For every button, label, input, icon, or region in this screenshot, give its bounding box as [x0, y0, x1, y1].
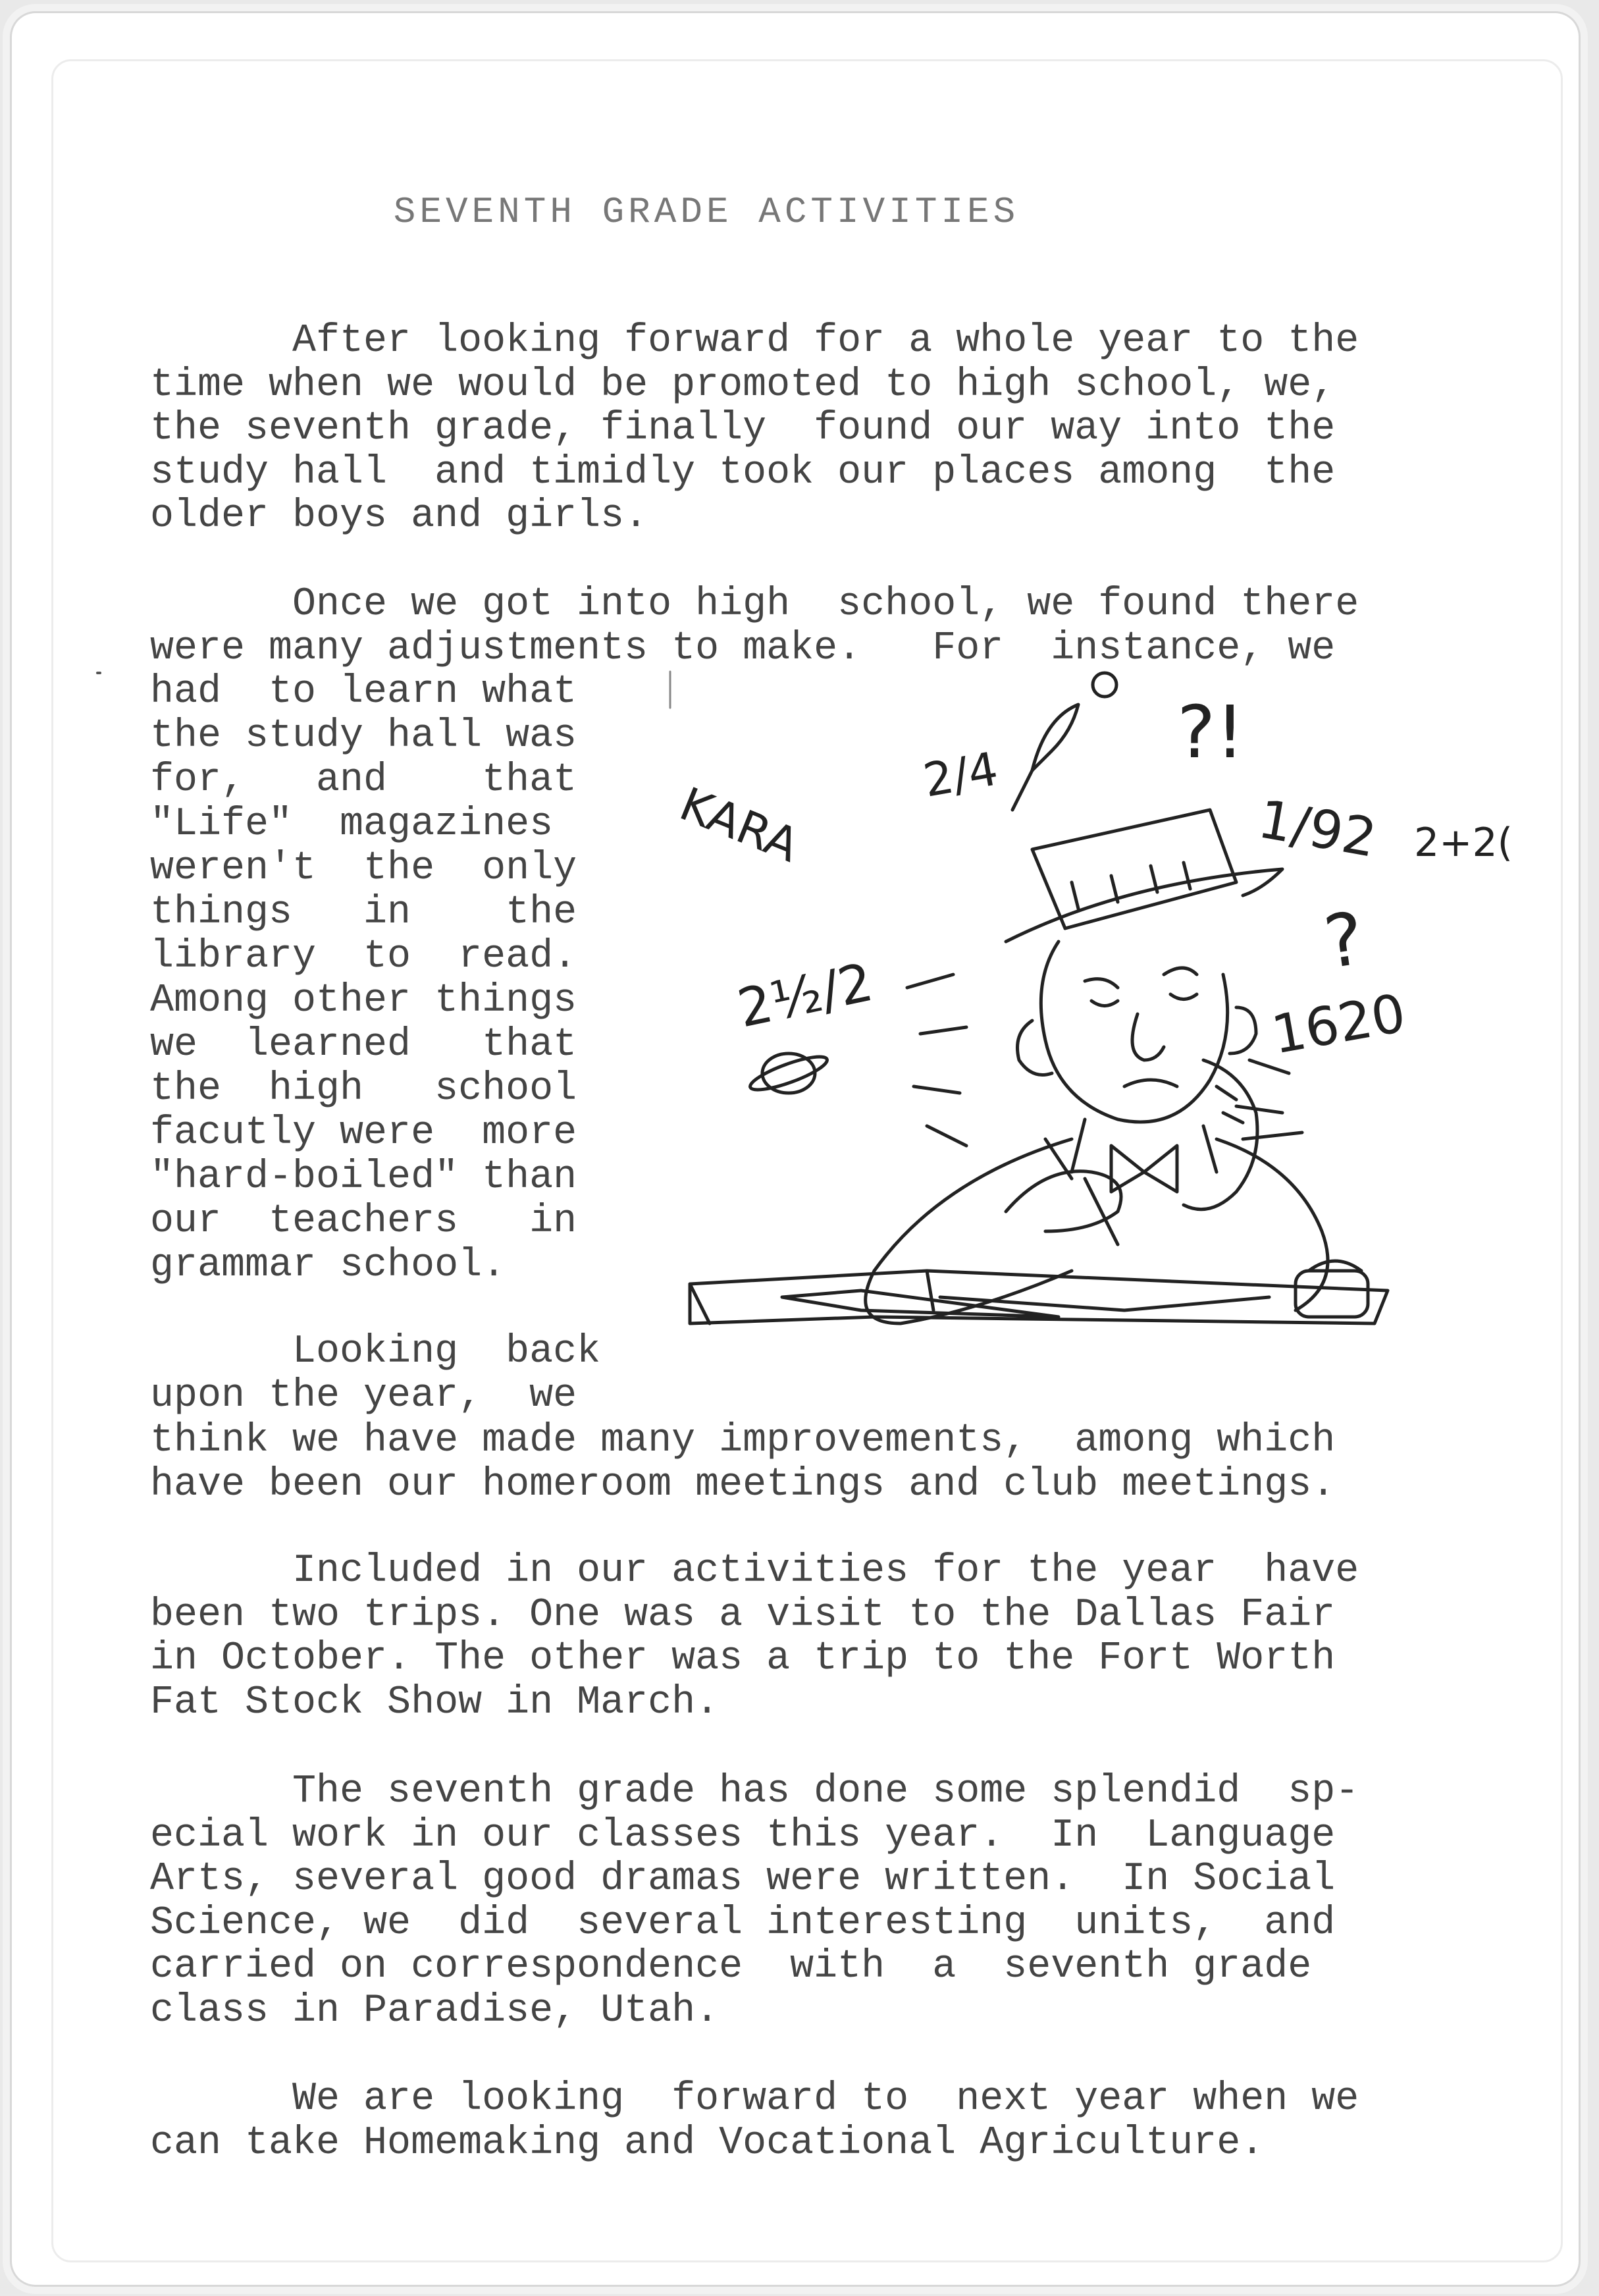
- document-page: [12, 13, 1579, 2285]
- paragraph-2-wrapped: [150, 670, 624, 1288]
- text-line: think we have made many improvements, among which: [150, 1418, 1336, 1463]
- paragraph-2: [150, 583, 1467, 670]
- text-line: for, and that: [150, 758, 577, 803]
- text-line: "hard-boiled" than: [150, 1155, 577, 1200]
- doodle-label: ?: [1319, 895, 1369, 985]
- text-line: have been our homeroom meetings and club meetings.: [150, 1462, 1336, 1507]
- text-line: upon the year, we: [150, 1374, 577, 1418]
- text-line: Looking back: [150, 1329, 601, 1374]
- text-line: class in Paradise, Utah.: [150, 1988, 720, 2033]
- doodle-label: 2½/2: [732, 951, 878, 1040]
- paragraph-3: [150, 1419, 1467, 1507]
- text-line: weren't the only: [150, 846, 577, 891]
- text-line: After looking forward for a whole year to the: [150, 319, 1359, 363]
- text-line: carried on correspondence with a seventh grade: [150, 1944, 1312, 1989]
- text-line: older boys and girls.: [150, 494, 648, 539]
- paragraph-3-wrapped: [150, 1330, 624, 1418]
- text-line: Once we got into high school, we found there: [150, 582, 1359, 627]
- text-line: in October. The other was a trip to the Fort Worth: [150, 1636, 1336, 1681]
- page-title: SEVENTH GRADE ACTIVITIES: [393, 191, 1020, 233]
- text-line: our teachers in: [150, 1199, 577, 1244]
- text-line: "Life" magazines: [150, 802, 554, 847]
- puzzled-student-drawing: [664, 665, 1539, 1356]
- text-line: Fat Stock Show in March.: [150, 1680, 720, 1725]
- text-line: study hall and timidly took our places among the: [150, 450, 1336, 495]
- text-line: The seventh grade has done some splendid sp-: [150, 1769, 1359, 1814]
- text-line: had to learn what: [150, 670, 577, 714]
- text-line: Arts, several good dramas were written. In Social: [150, 1857, 1336, 1902]
- text-line: the high school: [150, 1067, 577, 1111]
- paragraph-1: [150, 319, 1467, 539]
- text-line: Included in our activities for the year have: [150, 1549, 1359, 1593]
- text-line: we learned that: [150, 1023, 577, 1067]
- text-line: can take Homemaking and Vocational Agriculture.: [150, 2120, 1265, 2166]
- text-line: ecial work in our classes this year. In Language: [150, 1813, 1336, 1858]
- paragraph-5: [150, 1770, 1467, 2033]
- text-line: the seventh grade, finally found our way into the: [150, 406, 1336, 451]
- doodle-label: KARA: [672, 776, 807, 873]
- text-line: facutly were more: [150, 1111, 577, 1156]
- paragraph-6: [150, 2077, 1467, 2165]
- text-line: were many adjustments to make. For instance, we: [150, 626, 1336, 671]
- doodle-label: 2/4: [919, 741, 1002, 808]
- text-line: time when we would be promoted to high school, we,: [150, 362, 1336, 408]
- doodle-label: 1620: [1267, 982, 1410, 1066]
- doodle-label: 2+2(: [1414, 820, 1513, 866]
- text-line: been two trips. One was a visit to the Dallas Fair: [150, 1592, 1336, 1638]
- doodle-label: ?!: [1177, 690, 1245, 774]
- doodle-label: 1/92: [1253, 788, 1381, 869]
- text-line: things in the: [150, 890, 577, 935]
- text-line: library to read.: [150, 934, 577, 979]
- text-line: Among other things: [150, 978, 577, 1023]
- paragraph-4: [150, 1549, 1467, 1724]
- text-line: Science, we did several interesting units, and: [150, 1900, 1336, 1946]
- text-line: the study hall was: [150, 714, 577, 759]
- ink-speck: [96, 672, 101, 674]
- text-line: grammar school.: [150, 1243, 506, 1288]
- text-line: We are looking forward to next year when we: [150, 2077, 1359, 2122]
